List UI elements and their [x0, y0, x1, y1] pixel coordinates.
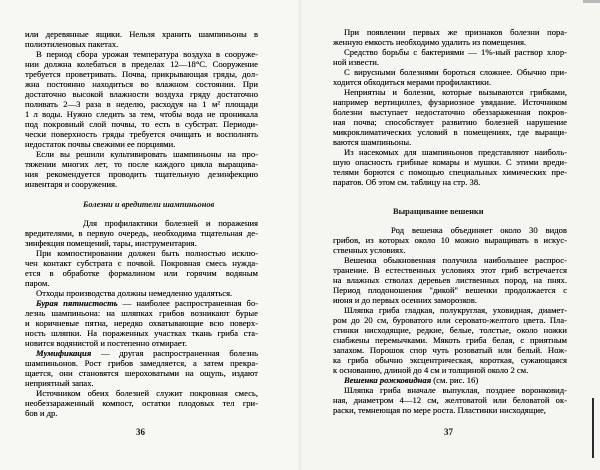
text-line: Период плодоношения "дикой" вешенки продолжается с: [333, 285, 567, 295]
text-block: [333, 225, 567, 415]
text-line: Средство борьбы с бактериями — 1%-ный раствор хлор-: [344, 47, 567, 57]
text-line: ность шляпки. На пораженных участках ткань гриба ста-: [25, 328, 258, 338]
text-line: неприятный запах.: [25, 378, 94, 388]
text-line: тяжении многих лет, то после каждого цикла выращива-: [25, 159, 258, 169]
text-block: [333, 27, 567, 187]
text-line: ственных условиях.: [333, 245, 406, 255]
text-line: инвентаря и сооружения.: [25, 179, 118, 189]
text-line: Из насекомых для шампиньонов представляют наиболь-: [344, 147, 567, 157]
paragraph: [25, 288, 258, 298]
text-line: ной извести.: [333, 57, 379, 67]
text-line: [25, 348, 258, 358]
text-line: женную емкость необходимо удалить из помещения.: [333, 37, 527, 47]
text-line: ром до 20 см, буроватого или серовато-желтого цвета. Пла-: [333, 315, 567, 325]
text-line: июня и до первых осенних заморозков.: [333, 295, 477, 305]
text-line: Если вы решили культивировать шампиньоны на про-: [36, 149, 258, 159]
text-line: [25, 298, 258, 308]
text-line: запахом. Порошок спор чуть розоватый или белый. Нож-: [333, 345, 567, 355]
text-line: поливать 2—3 раза в неделю, расходуя на 1 м² площади: [25, 99, 258, 109]
text-line: ваются шампиньоны.: [333, 137, 412, 147]
text-line: на влажных стволах деревьев лиственных пород, на пнях.: [333, 275, 567, 285]
paragraph: [25, 218, 258, 248]
paragraph: [333, 147, 567, 187]
text-line: грибов, из которых около 10 можно выращивать в искус-: [333, 235, 567, 245]
paragraph: [333, 47, 567, 67]
italic-term: Мумификация: [36, 348, 92, 358]
paragraph: [333, 225, 567, 255]
text-line: 1 л воды. Нужно следить за тем, чтобы вода не проникала: [25, 109, 258, 119]
text-line: телями борются с помощью специальных химических пре-: [333, 167, 567, 177]
right-page: [300, 0, 600, 470]
text-line: новится водянистой и постепенно отмирает.: [25, 338, 187, 348]
paragraph: [25, 248, 258, 288]
text-line: снабжены перемычками. Мякоть гриба белая, с приятным: [333, 335, 567, 345]
text-line: болезни выступает недостаточно обеззараженная покров-: [333, 107, 567, 117]
text-line: достаточно высокой влажности воздуха гряду достаточно: [25, 89, 258, 99]
paragraph: [25, 298, 258, 348]
text-line: бов и др.: [25, 408, 58, 418]
text-line: паром.: [25, 278, 50, 288]
paragraph: [333, 385, 567, 415]
text-line: Источником обеих болезней служит покровная смесь,: [36, 388, 258, 398]
text-line: Род вешенка объединяет около 30 видов: [391, 225, 567, 235]
text-line: лезнь шампиньона: на шляпках грибов возникают бурые: [25, 308, 258, 318]
text-line: Отходы производства должны немедленно удаляться.: [36, 288, 233, 298]
italic-term: Вешенка рожковидная: [344, 375, 432, 385]
text-line: При компостировании должен быть полностью исклю-: [36, 248, 258, 258]
text-line: Вешенка обыкновенная получила наибольшее распрос-: [344, 255, 567, 265]
paragraph: [333, 255, 567, 305]
paragraph: [25, 348, 258, 388]
paragraph: [25, 49, 258, 149]
italic-term: Бурая пятнистость: [36, 298, 118, 308]
text-line: Шляпка гриба вначале выпуклая, позднее воронковид-: [344, 385, 567, 395]
text-line: требуется проветривать. Почва, прикрывающая гряды, дол-: [25, 69, 258, 79]
text-line: щается, они становятся шероховатыми на ощупь, издают: [25, 368, 258, 378]
text-line: и коричневые пятна, нередко охватывающие всю поверх-: [25, 318, 258, 328]
text-line: к основанию, длиной до 4 см и толщиной около 2 см.: [333, 365, 529, 375]
section-heading: Болезни и вредители шампиньонов: [83, 200, 215, 209]
page-number: 36: [136, 427, 145, 437]
text-line: С вирусными болезнями бороться сложнее. Обычно при-: [344, 67, 567, 77]
paragraph: [333, 87, 567, 147]
text-block: [25, 29, 258, 189]
text-line: полиэтиленовых пакетах.: [25, 39, 119, 49]
text-line: например вертициллез, фузариозное увядание. Источником: [333, 97, 567, 107]
text-line: недостаток почвы свежими ее порциями.: [25, 139, 176, 149]
paragraph: [25, 29, 258, 49]
text-line: зинфекция помещений, тары, инструментария.: [25, 238, 197, 248]
text-line: ходится обходиться мерами профилактики.: [333, 77, 492, 87]
paragraph: [25, 388, 258, 418]
scan-edge: [592, 398, 594, 458]
text-line: При появлении первых же признаков болезни пора-: [344, 27, 567, 37]
text-line: ная, диаметром 4—12 см, желтоватой или беловатой ок-: [333, 395, 567, 405]
paragraph: [333, 305, 567, 375]
text-line: ка гриба обычно эксцентрическая, короткая, сужающаяся: [333, 355, 567, 365]
text-line: Неприятны и болезни, которые вызываются грибками,: [344, 87, 567, 97]
paragraph: [333, 67, 567, 87]
text-line: шую опасность грибные комары и мушки. С этими вреди-: [333, 157, 567, 167]
text-line: нии должна колебаться в пределах 12—18°С. Сооружение: [25, 59, 258, 69]
text-line: или деревянные ящики. Нельзя хранить шампиньоны в: [25, 29, 258, 39]
text-line: ния рекомендуется проводить тщательную дезинфекцию: [25, 169, 258, 179]
book-gutter: [298, 0, 302, 470]
text-block: [25, 218, 258, 418]
text-line: вредителями, в первую очередь, необходима тщательная де-: [25, 228, 258, 238]
page-number: 37: [444, 427, 453, 437]
text-line: необеззараженный компост, остатки плодовых тел гри-: [25, 398, 258, 408]
paragraph: [25, 149, 258, 189]
line-text: (см. рис. 16): [431, 375, 479, 385]
line-text: — другая распространенная болезнь: [91, 348, 258, 358]
text-line: жна постоянно находиться во влажном состоянии. При: [25, 79, 258, 89]
text-line: Для профилактики болезней и поражения: [83, 218, 258, 228]
line-text: — наиболее распространенная бо-: [117, 298, 259, 308]
text-line: чен контакт субстрата с почвой. Покровная смесь нужда-: [25, 258, 258, 268]
paragraph: [333, 27, 567, 47]
text-line: стинки нисходящие, редкие, белые, толстые, около ножки: [333, 325, 567, 335]
section-heading: Выращивание вешенки: [393, 207, 484, 216]
text-line: [333, 375, 567, 385]
text-line: раски, темнеющая по мере роста. Пластинки нисходящие,: [333, 405, 546, 415]
text-line: В период сбора урожая температура воздуха в сооруже-: [36, 49, 258, 59]
text-line: паратов. Об этом см. таблицу на стр. 38.: [333, 177, 481, 187]
text-line: Шляпка гриба гладкая, полукруглая, уховидная, диамет-: [344, 305, 567, 315]
paragraph: [333, 375, 567, 385]
text-line: чески поверхность гряды требуется очищать и восполнять: [25, 129, 258, 139]
text-line: транение. В естественных условиях этот гриб встречается: [333, 265, 567, 275]
text-line: шампиньонов. Рост грибов замедляется, а затем прекра-: [25, 358, 258, 368]
scan-edge: [583, 0, 600, 3]
text-line: ная почва; способствует развитию болезней нарушение: [333, 117, 567, 127]
text-line: микроклиматических условий в помещениях, где выращи-: [333, 127, 567, 137]
text-line: под покровный слой почвы, то есть в субстрат. Периоди-: [25, 119, 258, 129]
text-line: ется в обработке формалином или горячим водяным: [25, 268, 258, 278]
